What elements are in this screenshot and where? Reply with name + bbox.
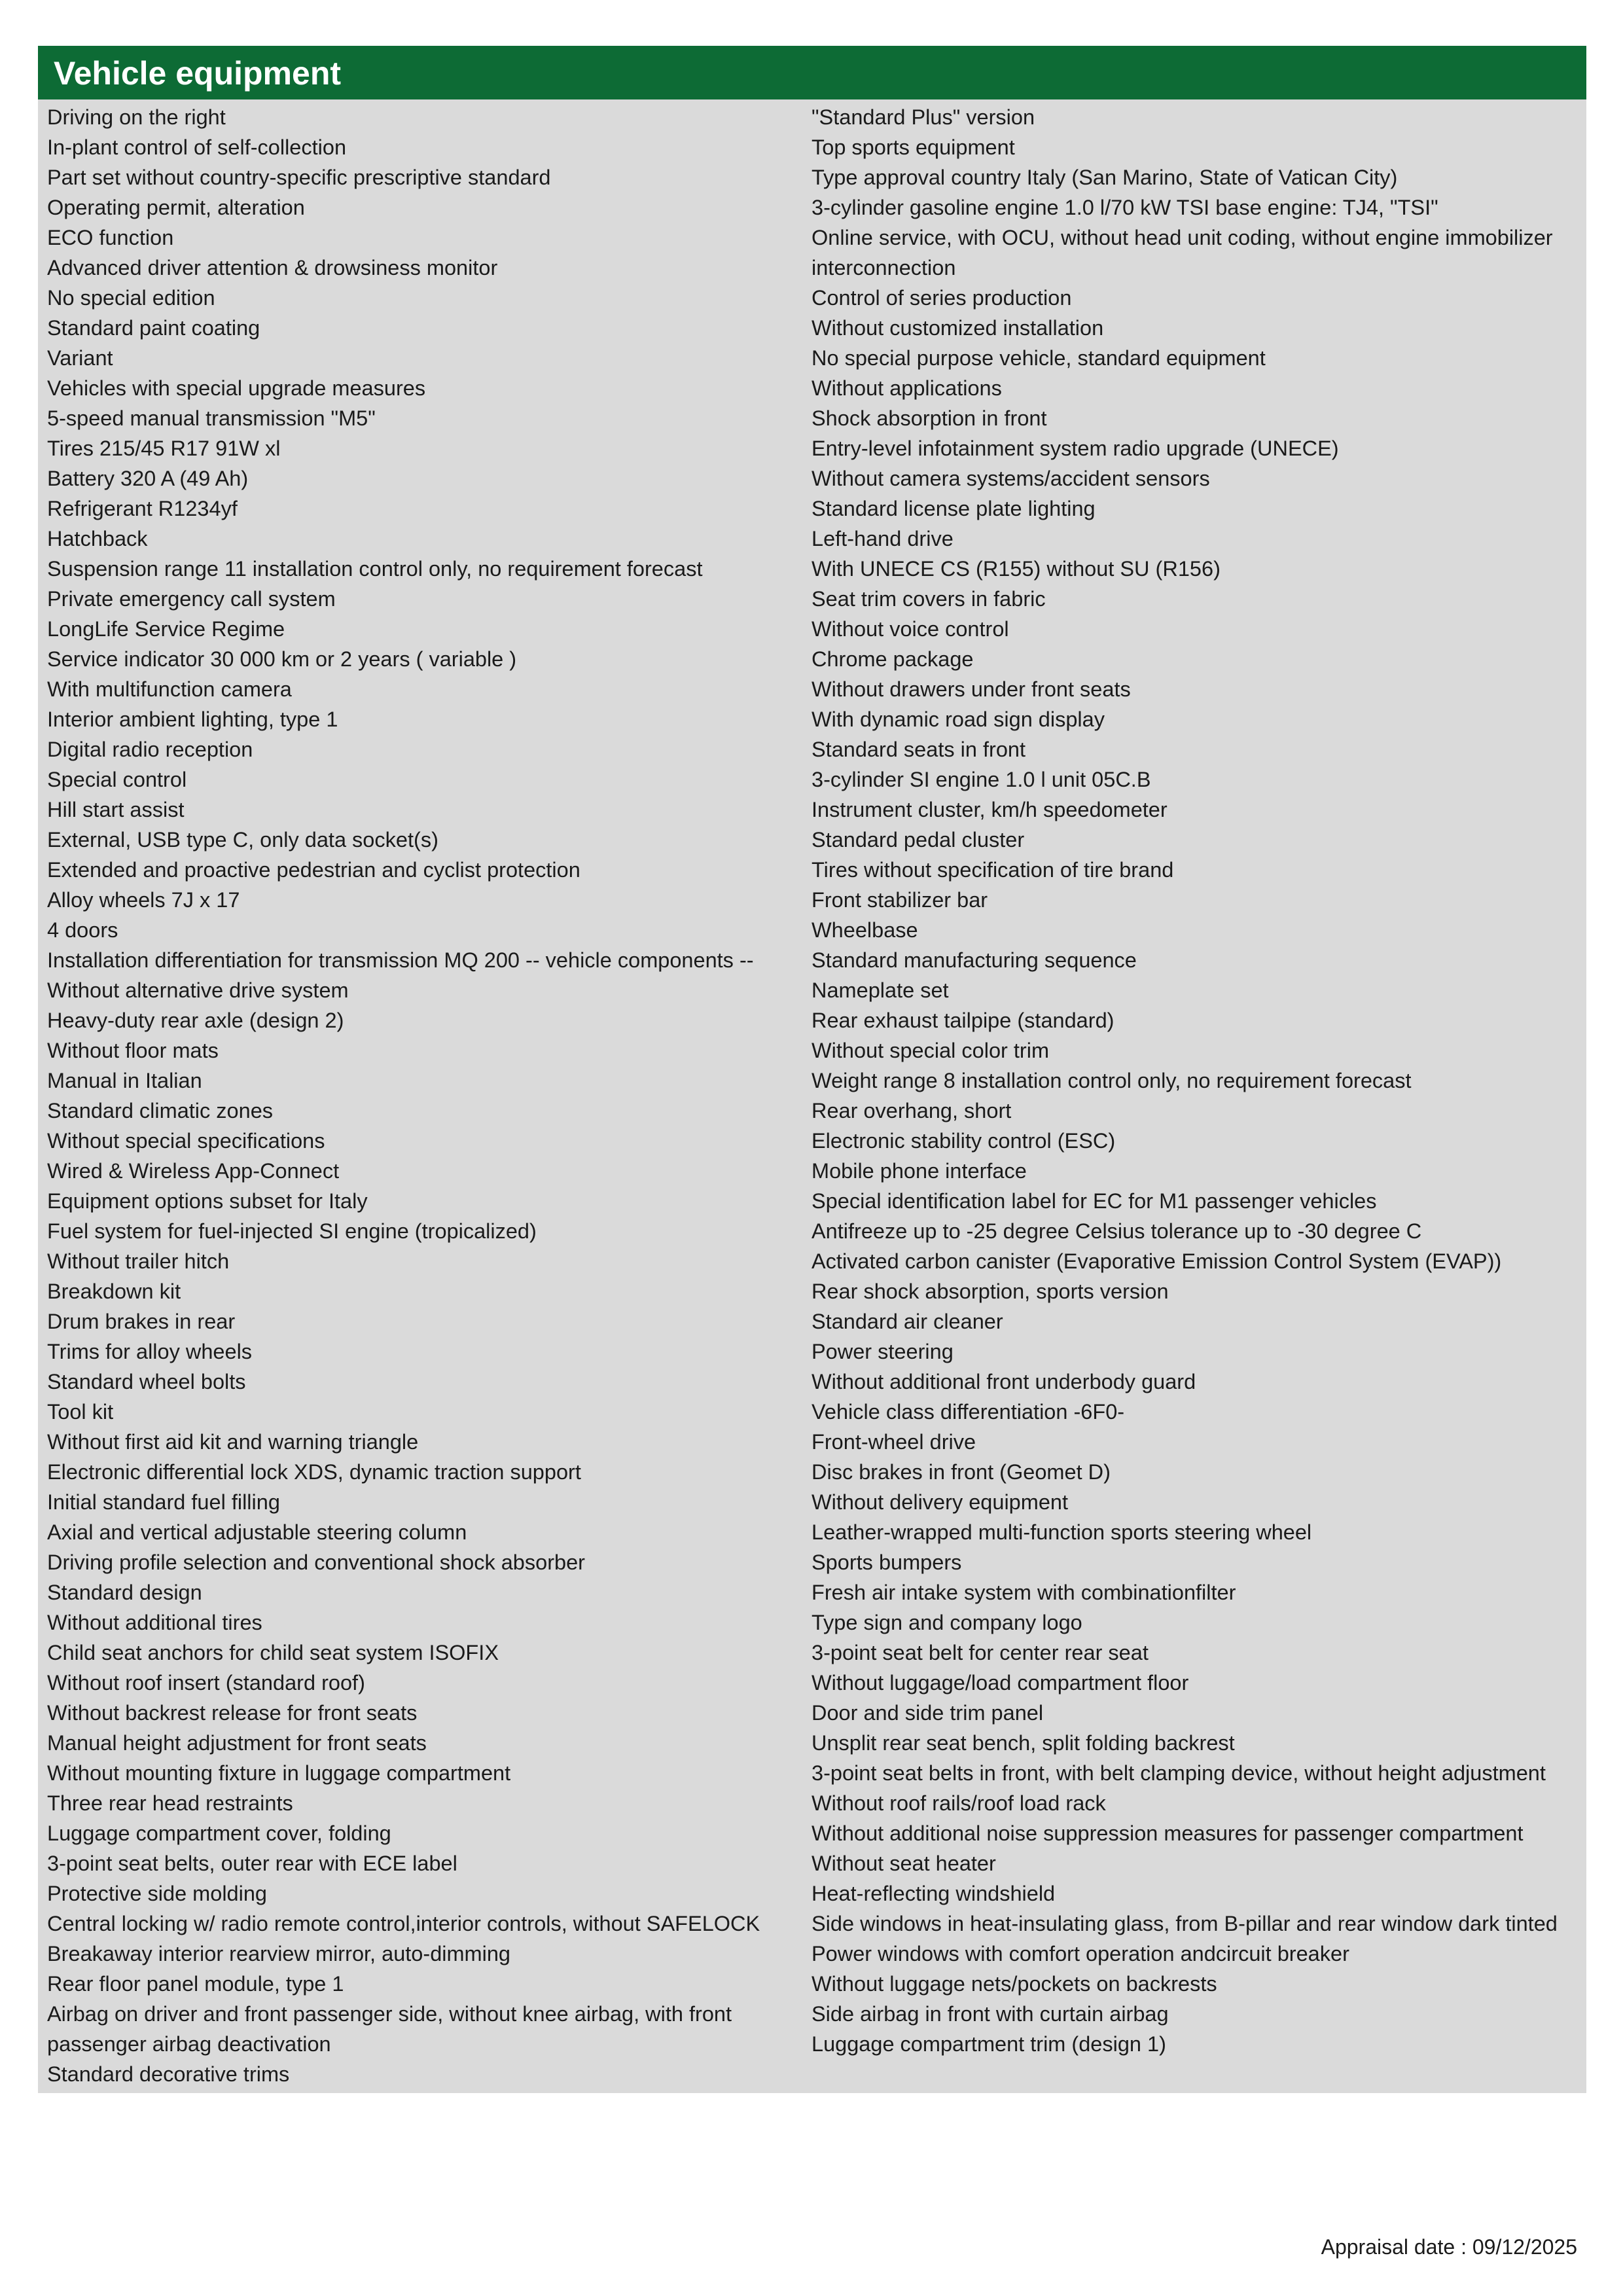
equipment-item: Front-wheel drive [812, 1430, 976, 1454]
equipment-item: Without delivery equipment [812, 1490, 1068, 1514]
equipment-item: Unsplit rear seat bench, split folding backrest [812, 1731, 1235, 1755]
equipment-item: Private emergency call system [47, 587, 336, 611]
equipment-item: Vehicles with special upgrade measures [47, 376, 426, 400]
equipment-item: Tool kit [47, 1400, 114, 1424]
equipment-item: Driving profile selection and conventional shock absorber [47, 1551, 585, 1574]
equipment-item: Tires without specification of tire brand [812, 858, 1174, 882]
section-title: Vehicle equipment [38, 46, 1586, 99]
equipment-item: Activated carbon canister (Evaporative Emission Control System (EVAP)) [812, 1249, 1502, 1273]
equipment-item: Fresh air intake system with combinationfilter [812, 1581, 1236, 1604]
equipment-item: Tires 215/45 R17 91W xl [47, 437, 281, 460]
equipment-item: Wired & Wireless App-Connect [47, 1159, 340, 1183]
equipment-item: Child seat anchors for child seat system ISOFIX [47, 1641, 499, 1664]
equipment-item: Standard wheel bolts [47, 1370, 246, 1393]
equipment-item: Wheelbase [812, 918, 918, 942]
equipment-item: With multifunction camera [47, 677, 292, 701]
equipment-item: 3-point seat belt for center rear seat [812, 1641, 1149, 1664]
equipment-item: Without drawers under front seats [812, 677, 1131, 701]
equipment-item: Without special color trim [812, 1039, 1050, 1062]
equipment-item: Shock absorption in front [812, 406, 1047, 430]
equipment-item: Without backrest release for front seats [47, 1701, 418, 1725]
equipment-item: Heat-reflecting windshield [812, 1882, 1056, 1905]
equipment-item: Standard pedal cluster [812, 828, 1025, 852]
equipment-item: Standard manufacturing sequence [812, 948, 1137, 972]
equipment-item: Interior ambient lighting, type 1 [47, 708, 338, 731]
equipment-item: Without voice control [812, 617, 1009, 641]
equipment-item: 4 doors [47, 918, 118, 942]
equipment-item: Without roof rails/roof load rack [812, 1791, 1106, 1815]
equipment-item: With dynamic road sign display [812, 708, 1105, 731]
equipment-item: Without applications [812, 376, 1002, 400]
equipment-item: No special edition [47, 286, 215, 310]
vehicle-equipment-section [38, 46, 1586, 2093]
equipment-item: Type sign and company logo [812, 1611, 1082, 1634]
equipment-item: Luggage compartment trim (design 1) [812, 2032, 1166, 2056]
equipment-item: Power windows with comfort operation andcircuit breaker [812, 1942, 1349, 1965]
equipment-item: Part set without country-specific prescriptive standard [47, 166, 551, 189]
equipment-item: Without trailer hitch [47, 1249, 230, 1273]
equipment-item: Equipment options subset for Italy [47, 1189, 368, 1213]
equipment-item: Alloy wheels 7J x 17 [47, 888, 240, 912]
equipment-item: Without special specifications [47, 1129, 325, 1153]
equipment-item: Mobile phone interface [812, 1159, 1027, 1183]
equipment-item: Standard seats in front [812, 738, 1026, 761]
equipment-item: Advanced driver attention & drowsiness monitor [47, 256, 498, 279]
equipment-item: External, USB type C, only data socket(s) [47, 828, 438, 852]
equipment-item: Manual height adjustment for front seats [47, 1731, 427, 1755]
equipment-item: Seat trim covers in fabric [812, 587, 1046, 611]
equipment-item: Driving on the right [47, 105, 226, 129]
equipment-item: Operating permit, alteration [47, 196, 305, 219]
equipment-item: Without additional front underbody guard [812, 1370, 1196, 1393]
equipment-item: Disc brakes in front (Geomet D) [812, 1460, 1111, 1484]
equipment-item: Standard air cleaner [812, 1310, 1003, 1333]
equipment-item: Without alternative drive system [47, 978, 349, 1002]
equipment-item: Central locking w/ radio remote control,interior controls, without SAFELOCK [47, 1912, 760, 1935]
equipment-item: Protective side molding [47, 1882, 267, 1905]
equipment-item: Without customized installation [812, 316, 1104, 340]
equipment-item: Rear shock absorption, sports version [812, 1280, 1169, 1303]
equipment-item: Special control [47, 768, 187, 791]
equipment-item: Without mounting fixture in luggage compartment [47, 1761, 511, 1785]
equipment-item: LongLife Service Regime [47, 617, 285, 641]
equipment-item: Nameplate set [812, 978, 949, 1002]
equipment-item: Type approval country Italy (San Marino, State of Vatican City) [812, 166, 1398, 189]
equipment-item: Rear floor panel module, type 1 [47, 1972, 344, 1996]
equipment-item: Standard license plate lighting [812, 497, 1096, 520]
equipment-item: Luggage compartment cover, folding [47, 1821, 391, 1845]
equipment-item: Entry-level infotainment system radio upgrade (UNECE) [812, 437, 1339, 460]
equipment-item: Standard decorative trims [47, 2062, 290, 2086]
equipment-item: Front stabilizer bar [812, 888, 988, 912]
equipment-item: 3-cylinder SI engine 1.0 l unit 05C.B [812, 768, 1151, 791]
equipment-item: Without floor mats [47, 1039, 219, 1062]
equipment-item: 3-point seat belts in front, with belt clamping device, without height adjustment [812, 1761, 1546, 1785]
equipment-item: Digital radio reception [47, 738, 253, 761]
equipment-item: Vehicle class differentiation -6F0- [812, 1400, 1125, 1424]
equipment-item: Chrome package [812, 647, 974, 671]
equipment-item: "Standard Plus" version [812, 105, 1035, 129]
equipment-item: Electronic stability control (ESC) [812, 1129, 1116, 1153]
equipment-item: Manual in Italian [47, 1069, 202, 1092]
equipment-item: Extended and proactive pedestrian and cyclist protection [47, 858, 580, 882]
equipment-item: Instrument cluster, km/h speedometer [812, 798, 1168, 821]
equipment-item: Rear overhang, short [812, 1099, 1012, 1122]
equipment-item: Trims for alloy wheels [47, 1340, 253, 1363]
equipment-item: Leather-wrapped multi-function sports steering wheel [812, 1520, 1312, 1544]
equipment-item: Side airbag in front with curtain airbag [812, 2002, 1169, 2026]
equipment-item: Three rear head restraints [47, 1791, 293, 1815]
equipment-item: Control of series production [812, 286, 1072, 310]
equipment-item: 3-cylinder gasoline engine 1.0 l/70 kW TSI base engine: TJ4, "TSI" [812, 196, 1438, 219]
equipment-item: Antifreeze up to -25 degree Celsius tolerance up to -30 degree C [812, 1219, 1422, 1243]
equipment-item: Airbag on driver and front passenger side, without knee airbag, with front passenger airbag deactivation [47, 2002, 732, 2056]
equipment-item: Left-hand drive [812, 527, 954, 550]
equipment-item: Hill start assist [47, 798, 185, 821]
equipment-column-left [38, 102, 812, 2089]
equipment-list [38, 99, 1586, 2093]
equipment-item: Side windows in heat-insulating glass, from B-pillar and rear window dark tinted [812, 1912, 1558, 1935]
equipment-item: Electronic differential lock XDS, dynamic traction support [47, 1460, 581, 1484]
equipment-item: Without additional noise suppression measures for passenger compartment [812, 1821, 1524, 1845]
equipment-item: Breakdown kit [47, 1280, 181, 1303]
equipment-item: 5-speed manual transmission "M5" [47, 406, 376, 430]
equipment-item: Without luggage nets/pockets on backrests [812, 1972, 1217, 1996]
equipment-item: Online service, with OCU, without head unit coding, without engine immobilizer interconnection [812, 226, 1553, 279]
equipment-item: Without first aid kit and warning triangle [47, 1430, 419, 1454]
equipment-item: Power steering [812, 1340, 954, 1363]
equipment-item: Hatchback [47, 527, 148, 550]
equipment-column-right [812, 102, 1586, 2089]
equipment-item: 3-point seat belts, outer rear with ECE label [47, 1852, 457, 1875]
equipment-item: Battery 320 A (49 Ah) [47, 467, 249, 490]
equipment-item: Fuel system for fuel-injected SI engine (tropicalized) [47, 1219, 537, 1243]
equipment-item: Variant [47, 346, 113, 370]
equipment-item: Drum brakes in rear [47, 1310, 236, 1333]
equipment-item: Top sports equipment [812, 135, 1015, 159]
appraisal-date: Appraisal date : 09/12/2025 [1321, 2235, 1577, 2259]
equipment-item: Suspension range 11 installation control only, no requirement forecast [47, 557, 703, 581]
equipment-item: Without luggage/load compartment floor [812, 1671, 1189, 1695]
equipment-item: With UNECE CS (R155) without SU (R156) [812, 557, 1221, 581]
equipment-item: Axial and vertical adjustable steering column [47, 1520, 467, 1544]
equipment-item: Standard design [47, 1581, 202, 1604]
equipment-item: Heavy-duty rear axle (design 2) [47, 1009, 344, 1032]
equipment-item: Without roof insert (standard roof) [47, 1671, 365, 1695]
equipment-item: Rear exhaust tailpipe (standard) [812, 1009, 1115, 1032]
equipment-item: Refrigerant R1234yf [47, 497, 238, 520]
equipment-item: Sports bumpers [812, 1551, 962, 1574]
equipment-item: Without additional tires [47, 1611, 262, 1634]
equipment-item: Standard paint coating [47, 316, 260, 340]
equipment-item: Weight range 8 installation control only, no requirement forecast [812, 1069, 1412, 1092]
equipment-item: Special identification label for EC for M1 passenger vehicles [812, 1189, 1377, 1213]
equipment-item: No special purpose vehicle, standard equipment [812, 346, 1266, 370]
equipment-item: Initial standard fuel filling [47, 1490, 280, 1514]
equipment-item: Breakaway interior rearview mirror, auto-dimming [47, 1942, 511, 1965]
equipment-item: Standard climatic zones [47, 1099, 274, 1122]
equipment-item: Service indicator 30 000 km or 2 years ( variable ) [47, 647, 517, 671]
equipment-item: Without seat heater [812, 1852, 996, 1875]
equipment-item: ECO function [47, 226, 174, 249]
equipment-item: Without camera systems/accident sensors [812, 467, 1210, 490]
equipment-item: Door and side trim panel [812, 1701, 1044, 1725]
equipment-item: Installation differentiation for transmission MQ 200 -- vehicle components -- [47, 948, 754, 972]
equipment-item: In-plant control of self-collection [47, 135, 347, 159]
